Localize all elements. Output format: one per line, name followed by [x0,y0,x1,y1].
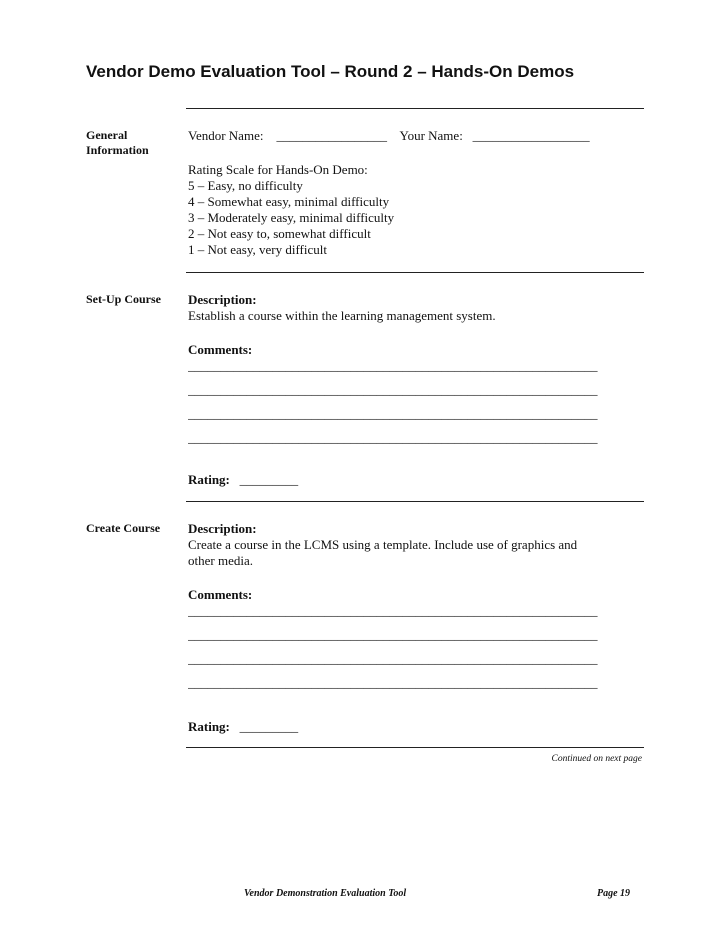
continued-note: Continued on next page [551,754,642,764]
setup-rating-field[interactable]: _________ [239,472,299,487]
section-divider [186,272,644,273]
setup-rating [188,472,644,488]
your-name-field[interactable]: __________________ [472,128,590,143]
setup-description [188,292,644,324]
rating-scale-item: 2 – Not easy to, somewhat difficult [188,226,371,241]
create-comment-line[interactable]: _______________________________________________________________ [188,627,598,642]
create-description-label: Description: [188,521,257,536]
setup-comments-label: Comments: [188,342,253,357]
rating-scale-item: 3 – Moderately easy, minimal difficulty [188,210,395,225]
setup-comment-line[interactable]: _______________________________________________________________ [188,358,598,373]
create-comment-line[interactable]: _______________________________________________________________ [188,675,598,690]
create-comment-line[interactable]: _______________________________________________________________ [188,651,598,666]
setup-comment-line[interactable]: _______________________________________________________________ [188,406,598,421]
setup-rating-label: Rating: [188,472,230,487]
rating-scale-item: 5 – Easy, no difficulty [188,178,303,193]
section-divider [186,501,644,502]
rating-scale-item: 4 – Somewhat easy, minimal difficulty [188,194,390,209]
general-name-row [188,128,644,144]
setup-comment-line[interactable]: _______________________________________________________________ [188,382,598,397]
create-rating [188,719,644,735]
rating-scale-item: 1 – Not easy, very difficult [188,242,327,257]
setup-comments [188,342,644,446]
create-description-text: Create a course in the LCMS using a template. Include use of graphics and [188,537,578,552]
section-divider [186,108,644,109]
setup-description-label: Description: [188,292,257,307]
create-comments-label: Comments: [188,587,253,602]
vendor-name-label: Vendor Name: [188,128,264,143]
create-side-label: Create Course [86,521,161,535]
rating-scale [188,162,644,258]
page-number: Page 19 [597,888,631,899]
general-side-label: General Information [86,128,149,157]
vendor-name-field[interactable]: _________________ [276,128,387,143]
your-name-label: Your Name: [399,128,463,143]
create-rating-label: Rating: [188,719,230,734]
setup-comment-line[interactable]: _______________________________________________________________ [188,430,598,445]
section-divider [186,747,644,748]
page-title: Vendor Demo Evaluation Tool – Round 2 – Hands-On Demos [86,62,575,81]
create-description-text: other media. [188,553,253,568]
setup-side-label: Set-Up Course [86,292,161,306]
create-description [188,521,644,569]
rating-scale-heading: Rating Scale for Hands-On Demo: [188,162,368,177]
create-comments [188,587,644,691]
create-comment-line[interactable]: _______________________________________________________________ [188,603,598,618]
footer-title: Vendor Demonstration Evaluation Tool [244,888,407,899]
create-rating-field[interactable]: _________ [239,719,299,734]
setup-description-text: Establish a course within the learning management system. [188,308,496,323]
